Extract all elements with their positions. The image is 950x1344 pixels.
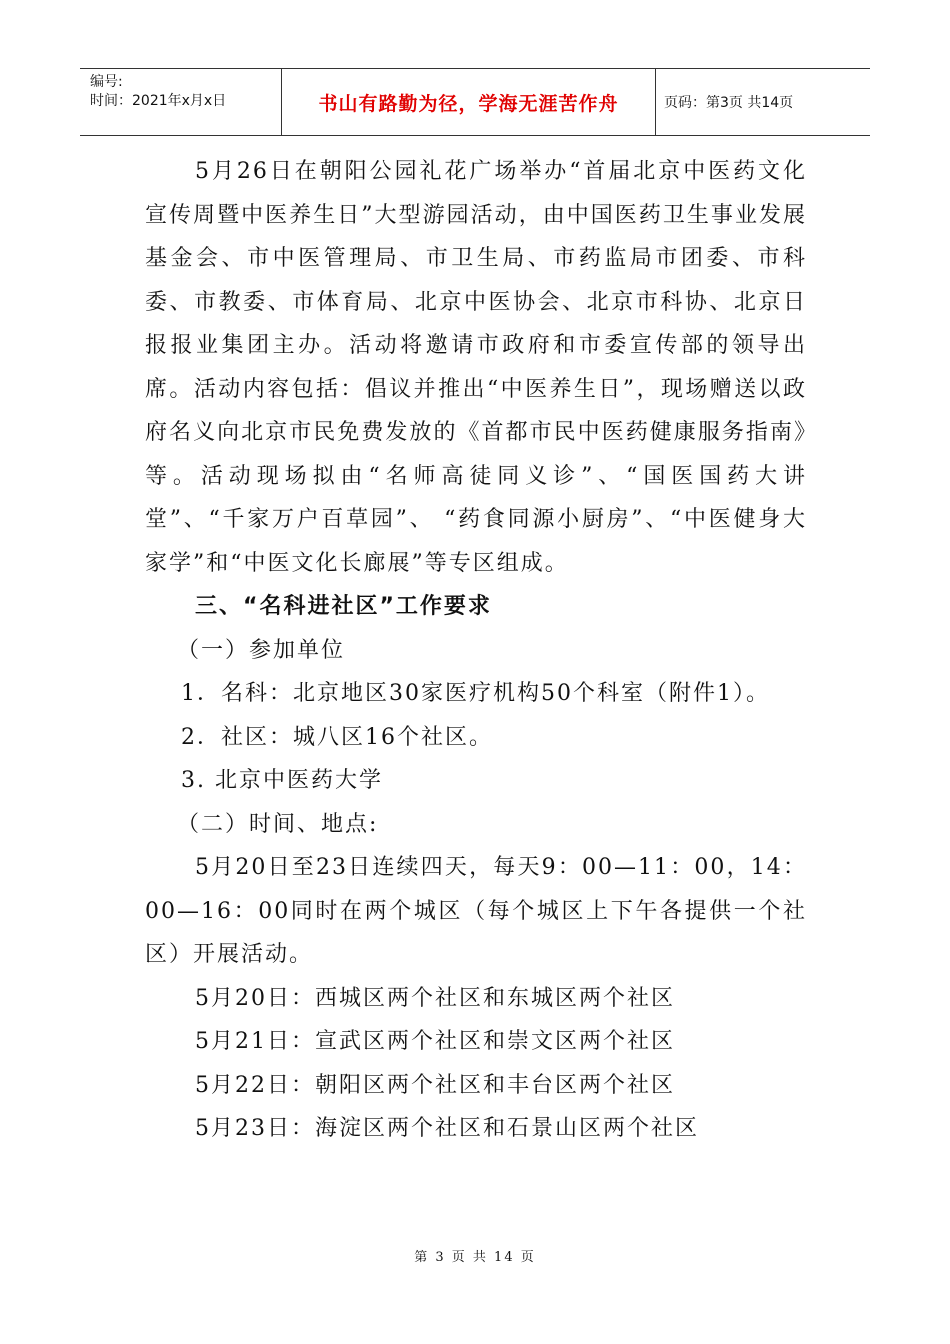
header-motto xyxy=(282,69,656,135)
schedule-day-4: 5月23日：海淀区两个社区和石景山区两个社区 xyxy=(195,1116,699,1141)
subheading-time-place: （二）时间、地点: xyxy=(177,811,379,837)
header-meta xyxy=(80,69,282,135)
page-footer: 第 3 页 共 14 页 xyxy=(414,1250,536,1265)
schedule-day-2: 5月21日：宣武区两个社区和崇文区两个社区 xyxy=(195,1029,675,1054)
section-heading: 三、“名科进社区”工作要求 xyxy=(195,594,492,619)
header-page-info: 页码：第3页 共14页 xyxy=(664,95,794,111)
subheading-participants: （一）参加单位 xyxy=(177,637,346,663)
list-item-communities: 2．社区：城八区16个社区。 xyxy=(181,724,493,750)
page-header xyxy=(80,68,870,136)
motto-text: 书山有路勤为径，学海无涯苦作舟 xyxy=(318,92,619,115)
paragraph-event: 5月26日在朝阳公园礼花广场举办“首届北京中医药文化宣传周暨中医养生日”大型游园活动，由中国医药卫生事业发展基金会、市中医管理局、市卫生局、市药监局市团委、市科委、市教委、市体育局、北京中医协会、北京市科协、北京日报报业集团主办。活动将邀请市政府和市委宣传部的领导出席。活动内容包括：倡议并推出“中医养生日”，现场赠送以政府名义向北京市民免费发放的《首都市民中医药健康服务指南》等。活动现场拟由“名师高徒同义诊”、“国医国药大讲堂”、“千家万户百草园”、 “药食同源小厨房”、“中医健身大家学”和“中医文化长廊展”等专区组成。 xyxy=(145,159,807,576)
list-item-university: 3. 北京中医药大学 xyxy=(181,768,383,793)
list-item-departments: 1．名科：北京地区30家医疗机构50个科室（附件1）。 xyxy=(181,681,770,706)
schedule-day-3: 5月22日：朝阳区两个社区和丰台区两个社区 xyxy=(195,1072,675,1098)
time-label: 时间：2021年x月x日 xyxy=(90,93,227,109)
schedule-day-1: 5月20日：西城区两个社区和东城区两个社区 xyxy=(195,985,675,1011)
paragraph-schedule: 5月20日至23日连续四天，每天9：00—11：00，14：00—16：00同时在两个城区（每个城区上下午各提供一个社区）开展活动。 xyxy=(145,855,807,967)
document-body xyxy=(145,150,807,1151)
number-label: 编号: xyxy=(90,74,123,90)
